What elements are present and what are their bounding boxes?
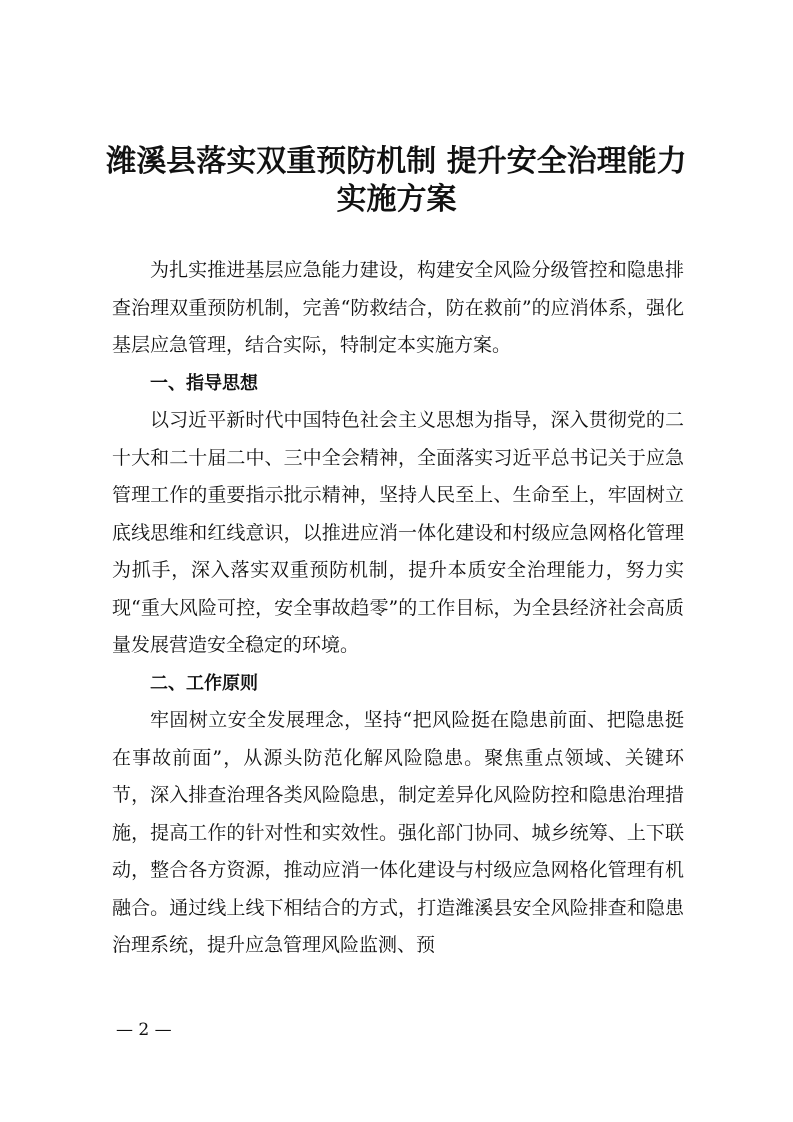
section-2-heading: 二、工作原则 xyxy=(150,672,258,694)
section-2-paragraph: 牢固树立安全发展理念，坚持“把风险挺在隐患前面、把隐患挺在事故前面”，从源头防范化解风险隐患。聚焦重点领域、关键环节，深入排查治理各类风险隐患，制定差异化风险防控和隐患治理措施，提高工作的针对性和实效性。强化部门协同、城乡统筹、上下联动，整合各方资源，推动应消一体化建设与村级应急网格化管理有机融合。通过线上线下相结合的方式，打造潍溪县安全风险排查和隐患治理系统，提升应急管理风险监测、预 xyxy=(112,709,684,956)
document-title-line-1: 潍溪县落实双重预防机制 提升安全治理能力 xyxy=(106,144,687,179)
page-number: — 2 — xyxy=(116,1020,172,1040)
document-body xyxy=(112,252,684,965)
intro-paragraph: 为扎实推进基层应急能力建设，构建安全风险分级管控和隐患排查治理双重预防机制，完善“防救结合，防在救前”的应消体系，强化基层应急管理，结合实际，特制定本实施方案。 xyxy=(112,259,684,356)
document-title-line-2: 实施方案 xyxy=(336,182,457,217)
section-1-paragraph: 以习近平新时代中国特色社会主义思想为指导，深入贯彻党的二十大和二十届二中、三中全会精神，全面落实习近平总书记关于应急管理工作的重要指示批示精神，坚持人民至上、生命至上，牢固树立底线思维和红线意识，以推进应消一体化建设和村级应急网格化管理为抓手，深入落实双重预防机制，提升本质安全治理能力，努力实现“重大风险可控，安全事故趋零”的工作目标，为全县经济社会高质量发展营造安全稳定的环境。 xyxy=(112,409,684,656)
section-1-heading: 一、指导思想 xyxy=(150,372,258,394)
